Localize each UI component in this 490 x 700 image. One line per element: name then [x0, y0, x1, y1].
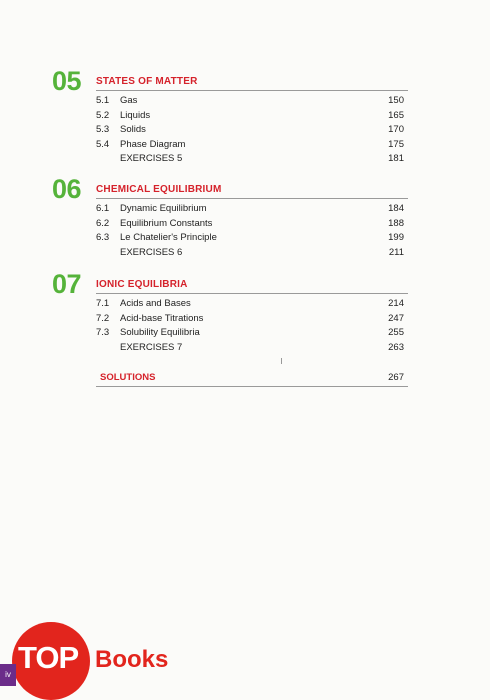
entry-page: 175 [388, 138, 404, 150]
divider [96, 293, 408, 294]
entry-title: Liquids [120, 109, 151, 121]
toc-entry[interactable] [96, 246, 408, 261]
stray-mark [281, 358, 282, 364]
chapter-title: CHEMICAL EQUILIBRIUM [96, 184, 222, 195]
entry-page: 188 [388, 217, 404, 229]
entry-number: 5.3 [96, 124, 110, 135]
entry-page: 165 [388, 109, 404, 121]
toc-entry[interactable] [96, 217, 408, 232]
entry-title: Solids [120, 124, 146, 135]
entry-number: 5.2 [96, 109, 110, 121]
entry-page: 170 [388, 124, 404, 135]
divider [96, 90, 408, 91]
toc-entry[interactable] [96, 312, 408, 327]
topbooks-logo-top: TOP [18, 640, 79, 675]
page-number: iv [0, 664, 16, 686]
entry-title: Solubility Equilibria [120, 327, 200, 338]
entry-number: 5.1 [96, 95, 110, 106]
topbooks-logo-books: Books [95, 646, 169, 673]
entry-list [96, 202, 408, 260]
entry-page: 199 [388, 232, 404, 243]
toc-entry[interactable] [96, 231, 408, 246]
entry-list [96, 94, 408, 167]
toc-entry[interactable] [96, 94, 408, 109]
divider [96, 386, 408, 387]
entry-page: 150 [388, 95, 404, 106]
entry-title: Le Chatelier's Principle [120, 232, 217, 243]
entry-title: EXERCISES 7 [120, 341, 183, 353]
entry-number: 6.1 [96, 203, 110, 214]
entry-number: 6.2 [96, 217, 110, 229]
entry-number: 5.4 [96, 138, 110, 150]
entry-title: Acid-base Titrations [120, 312, 204, 324]
entry-title: Dynamic Equilibrium [120, 203, 207, 214]
entry-number: 7.1 [96, 298, 110, 309]
chapter-number: 06 [52, 174, 82, 204]
solutions-label: SOLUTIONS [100, 372, 156, 383]
entry-page: 214 [388, 298, 404, 309]
chapter-number: 07 [52, 269, 82, 299]
toc-entry[interactable] [96, 152, 408, 167]
entry-title: EXERCISES 6 [120, 246, 183, 258]
entry-number: 7.2 [96, 312, 110, 324]
entry-title: Phase Diagram [120, 138, 186, 150]
toc-entry[interactable] [96, 341, 408, 356]
entry-page: 263 [388, 341, 404, 353]
toc-entry[interactable] [96, 109, 408, 124]
entry-page: 255 [388, 327, 404, 338]
entry-page: 184 [388, 203, 404, 214]
chapter-title: IONIC EQUILIBRIA [96, 279, 188, 290]
entry-page: 181 [388, 153, 404, 164]
entry-number: 6.3 [96, 232, 110, 243]
chapter-title: STATES OF MATTER [96, 76, 198, 87]
entry-title: EXERCISES 5 [120, 153, 183, 164]
entry-title: Acids and Bases [120, 298, 191, 309]
solutions-page: 267 [388, 372, 404, 383]
toc-entry[interactable] [96, 123, 408, 138]
entry-page: 211 [388, 246, 404, 258]
entry-page: 247 [388, 312, 404, 324]
entry-number: 7.3 [96, 327, 110, 338]
entry-title: Equilibrium Constants [120, 217, 213, 229]
entry-title: Gas [120, 95, 138, 106]
toc-entry[interactable] [96, 297, 408, 312]
chapter-number: 05 [52, 66, 82, 96]
toc-entry[interactable] [96, 202, 408, 217]
entry-list [96, 297, 408, 355]
toc-entry[interactable] [96, 326, 408, 341]
divider [96, 198, 408, 199]
toc-entry[interactable] [96, 138, 408, 153]
